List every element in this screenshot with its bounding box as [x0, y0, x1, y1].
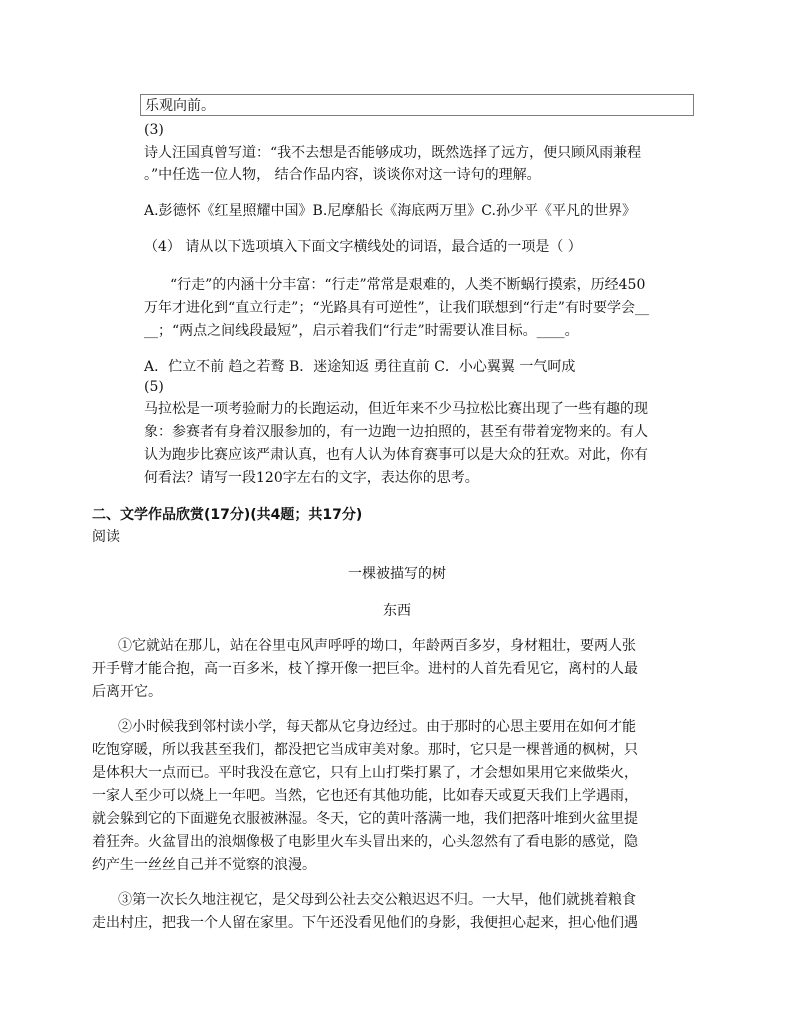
question-4-passage-line-1: “行走”的内涵十分丰富：“行走”常常是艰难的，人类不断蜗行摸索，历经450	[170, 277, 646, 293]
article-paragraph-3-line-1: ③第一次长久地注视它，是父母到公社去交公粮迟迟不归。一大早，他们就挑着粮食	[118, 892, 636, 908]
question-4-prompt: （4） 请从以下选项填入下面文字横线处的词语，最合适的一项是（ ）	[144, 239, 582, 255]
question-3-number: (3)	[144, 122, 164, 138]
question-3-options: A.彭德怀《红星照耀中国》B.尼摩船长《海底两万里》C.孙少平《平凡的世界》	[144, 203, 636, 219]
article-paragraph-2-line-2: 吃饱穿暖，所以我甚至我们，都没把它当成审美对象。那时，它只是一棵普通的枫树，只	[92, 742, 638, 758]
article-paragraph-2-line-4: 一家人至少可以烧上一年吧。当然，它也还有其他功能，比如春天或夏天我们上学遇雨，	[92, 788, 638, 804]
question-5-number: (5)	[144, 379, 164, 395]
question-3-line-1: 诗人汪国真曾写道：“我不去想是否能够成功，既然选择了远方，便只顾风雨兼程	[144, 145, 642, 161]
previous-answer-text: 乐观向前。	[145, 98, 215, 114]
article-paragraph-2-line-3: 是体积大一点而已。平时我没在意它，只有上山打柴打累了，才会想如果用它来做柴火，	[92, 765, 638, 781]
article-paragraph-1-line-2: 开手臂才能合抱，高一百多米，枝丫撑开像一把巨伞。进村的人首先看见它，离村的人最	[92, 661, 638, 677]
article-author: 东西	[383, 603, 411, 619]
question-4-options: A．伫立不前 趋之若鹜 B．迷途知返 勇往直前 C．小心翼翼 一气呵成	[144, 359, 576, 375]
article-title: 一棵被描写的树	[348, 566, 446, 582]
article-paragraph-1-line-1: ①它就站在那儿，站在谷里屯风声呼呼的坳口，年龄两百多岁，身材粗壮，要两人张	[118, 638, 636, 654]
question-5-line-4: 何看法？请写一段120字左右的文字，表达你的思考。	[144, 470, 479, 486]
answer-box	[140, 94, 694, 116]
article-paragraph-3-line-2: 走出村庄，把我一个人留在家里。下午还没看见他们的身影，我便担心起来，担心他们遇	[92, 915, 638, 931]
question-4-passage-line-2: 万年才进化到“直立行走”；“光路具有可逆性”，让我们联想到“行走”有时要学会__	[144, 300, 649, 316]
article-paragraph-2-line-7: 约产生一丝丝自己并不觉察的浪漫。	[92, 857, 316, 873]
article-paragraph-2-line-1: ②小时候我到邻村读小学，每天都从它身边经过。由于那时的心思主要用在如何才能	[118, 719, 636, 735]
read-label: 阅读	[92, 529, 120, 545]
question-5-line-3: 认为跑步比赛应该严肃认真，也有人认为体育赛事可以是大众的狂欢。对此，你有	[144, 447, 648, 463]
article-paragraph-2-line-6: 着狂奔。火盆冒出的浪烟像极了电影里火车头冒出来的，心头忽然有了看电影的感觉，隐	[92, 834, 638, 850]
section-2-heading: 二、文学作品欣赏(17分)(共4题；共17分)	[92, 507, 363, 523]
question-5-line-2: 象：参赛者有身着汉服参加的，有一边跑一边拍照的，甚至有带着宠物来的。有人	[144, 424, 648, 440]
article-paragraph-1-line-3: 后离开它。	[92, 684, 162, 700]
question-5-line-1: 马拉松是一项考验耐力的长跑运动，但近年来不少马拉松比赛出现了一些有趣的现	[144, 401, 648, 417]
article-paragraph-2-line-5: 就会躲到它的下面避免衣服被淋湿。冬天，它的黄叶落满一地，我们把落叶堆到火盆里提	[92, 811, 638, 827]
question-4-passage-line-3: __；“两点之间线段最短”，启示着我们“行走”时需要认准目标。____。	[144, 323, 579, 339]
question-3-line-2: 。”中任选一位人物， 结合作品内容，谈谈你对这一诗句的理解。	[144, 167, 541, 183]
